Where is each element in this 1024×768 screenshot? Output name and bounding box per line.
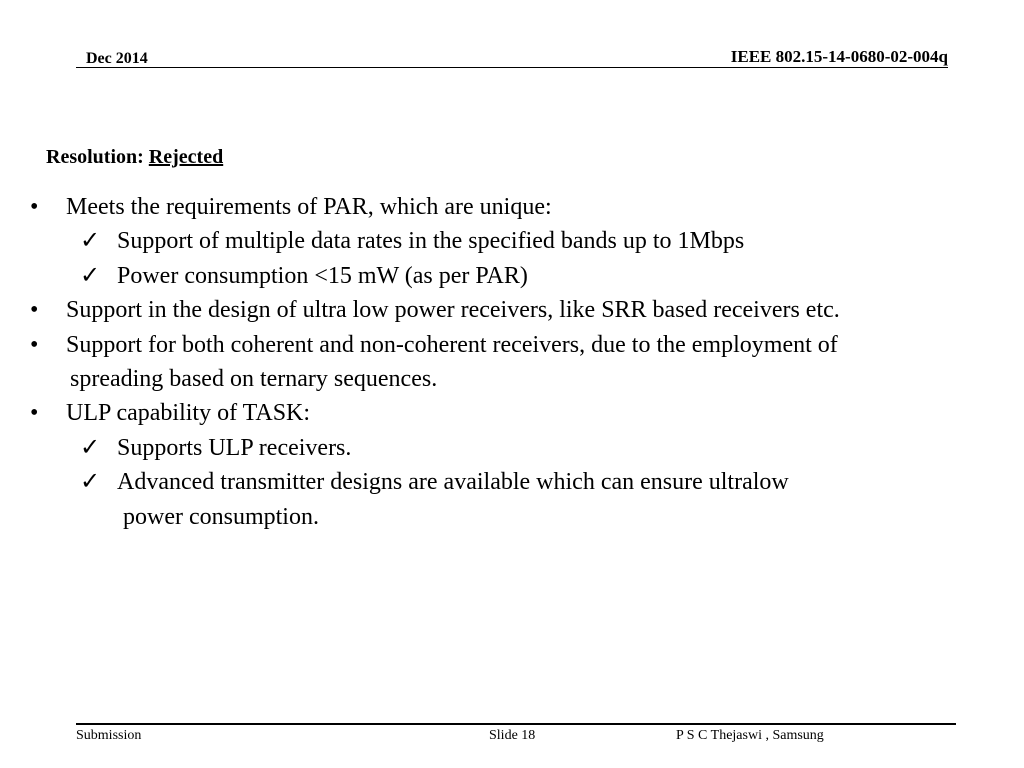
header-divider: [76, 67, 948, 68]
check-text: Power consumption <15 mW (as per PAR): [117, 262, 528, 289]
bullet-text: Support in the design of ultra low power receivers, like SRR based receivers etc.: [66, 297, 840, 324]
check-text: Supports ULP receivers.: [117, 434, 352, 461]
bullet-continuation: [0, 362, 1024, 396]
header-date: Dec 2014: [86, 50, 148, 67]
resolution: [46, 146, 223, 169]
bullet-text: ULP capability of TASK:: [66, 400, 311, 427]
bullet-marker: •: [30, 331, 39, 358]
footer-author: P S C Thejaswi , Samsung: [676, 728, 824, 743]
header-doc-id: IEEE 802.15-14-0680-02-004q: [730, 47, 948, 66]
bullet-marker: •: [30, 297, 39, 324]
footer-submission: Submission: [76, 728, 142, 743]
bullet-marker: •: [30, 194, 39, 220]
continuation-text: spreading based on ternary sequences.: [70, 365, 438, 392]
checkmark-icon: ✓: [80, 469, 101, 496]
resolution-label: Resolution:: [46, 146, 149, 168]
bullet-item: [0, 190, 1024, 224]
checkmark-icon: ✓: [80, 262, 101, 289]
footer-divider: [76, 723, 956, 725]
bullet-item: [0, 328, 1024, 362]
check-item: [0, 465, 1024, 499]
footer-slide-number: Slide 18: [489, 728, 536, 743]
bullet-item: [0, 396, 1024, 430]
bullet-item: [0, 293, 1024, 327]
slide-content: [0, 190, 1024, 534]
check-text: Support of multiple data rates in the specified bands up to 1Mbps: [117, 228, 745, 255]
checkmark-icon: ✓: [80, 228, 101, 255]
check-item: [0, 259, 1024, 293]
bullet-text: Meets the requirements of PAR, which are unique:: [66, 194, 552, 220]
bullet-text: Support for both coherent and non-coherent receivers, due to the employment of: [66, 331, 838, 358]
checkmark-icon: ✓: [80, 434, 101, 461]
resolution-value: Rejected: [148, 146, 224, 168]
check-item: [0, 224, 1024, 258]
check-continuation: [0, 500, 1024, 534]
check-item: [0, 431, 1024, 465]
bullet-marker: •: [30, 400, 39, 427]
check-text: Advanced transmitter designs are available which can ensure ultralow: [117, 469, 789, 496]
continuation-text: power consumption.: [123, 503, 319, 530]
